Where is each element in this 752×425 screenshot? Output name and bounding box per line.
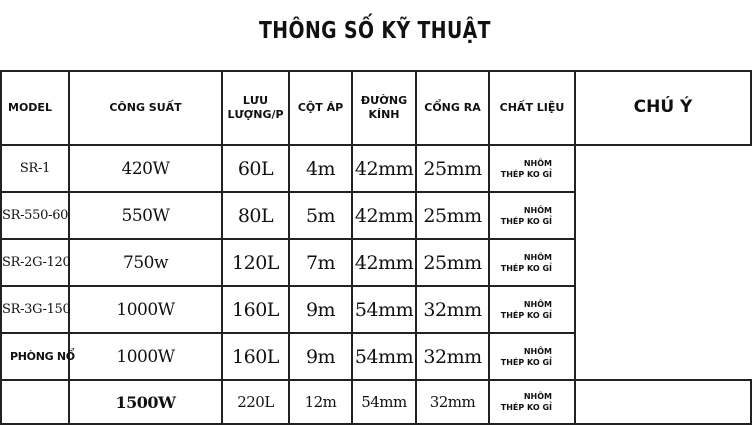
header-head: CỘT ÁP — [289, 71, 352, 145]
header-power: CÔNG SUẤT — [69, 71, 222, 145]
cell-outlet: 32mm — [416, 380, 489, 424]
cell-model: SR-2G-120 — [1, 239, 69, 286]
material-line1: NHÔM — [523, 392, 552, 401]
cell-flow: 80L — [222, 192, 289, 239]
cell-diameter: 42mm — [352, 192, 416, 239]
cell-diameter: 42mm — [352, 239, 416, 286]
cell-head: 5m — [289, 192, 352, 239]
cell-diameter: 54mm — [352, 286, 416, 333]
cell-diameter: 42mm — [352, 145, 416, 192]
cell-power: 420W — [69, 145, 222, 192]
cell-flow: 60L — [222, 145, 289, 192]
cell-material — [489, 286, 575, 333]
cell-outlet: 32mm — [416, 286, 489, 333]
cell-flow: 160L — [222, 286, 289, 333]
cell-power: 1500W — [69, 380, 222, 424]
cell-material — [489, 333, 575, 380]
cell-model: SR-550-60 — [1, 192, 69, 239]
table-row — [1, 333, 751, 380]
cell-flow: 220L — [222, 380, 289, 424]
cell-head: 9m — [289, 333, 352, 380]
header-material: CHẤT LIỆU — [489, 71, 575, 145]
cell-head: 12m — [289, 380, 352, 424]
cell-power: 750w — [69, 239, 222, 286]
cell-material — [489, 145, 575, 192]
cell-diameter: 54mm — [352, 333, 416, 380]
cell-power: 550W — [69, 192, 222, 239]
material-line2: THÉP KO GỈ — [500, 357, 552, 367]
material-line1: NHÔM — [523, 205, 552, 215]
cell-model — [1, 380, 69, 424]
material-line2: THÉP KO GỈ — [500, 310, 552, 320]
material-line2: THÉP KO GỈ — [500, 403, 552, 412]
cell-outlet: 25mm — [416, 192, 489, 239]
header-model: MODEL — [1, 71, 69, 145]
material-line2: THÉP KO GỈ — [500, 216, 552, 226]
material-line1: NHÔM — [523, 346, 552, 356]
cell-material — [489, 192, 575, 239]
header-diameter-line1: ĐƯỜNG — [360, 94, 408, 107]
cell-flow: 160L — [222, 333, 289, 380]
material-line1: NHÔM — [523, 158, 552, 168]
cell-diameter: 54mm — [352, 380, 416, 424]
cell-material — [489, 239, 575, 286]
table-row — [1, 380, 751, 424]
table-row — [1, 239, 751, 286]
cell-head: 9m — [289, 286, 352, 333]
header-row — [1, 71, 751, 145]
header-diameter — [352, 71, 416, 145]
cell-model: SR-1 — [1, 145, 69, 192]
spec-table — [0, 70, 752, 425]
material-line2: THÉP KO GỈ — [500, 263, 552, 273]
cell-outlet: 25mm — [416, 239, 489, 286]
cell-outlet: 25mm — [416, 145, 489, 192]
table-row — [1, 145, 751, 192]
header-flow — [222, 71, 289, 145]
header-diameter-line2: KÍNH — [368, 108, 400, 121]
material-line1: NHÔM — [523, 299, 552, 309]
cell-model: PHÒNG NỔ — [1, 333, 69, 380]
header-outlet: CỔNG RA — [416, 71, 489, 145]
material-line1: NHÔM — [523, 252, 552, 262]
material-line2: THÉP KO GỈ — [500, 169, 552, 179]
table-row — [1, 286, 751, 333]
cell-material — [489, 380, 575, 424]
cell-power: 1000W — [69, 333, 222, 380]
table-row — [1, 192, 751, 239]
header-flow-line2: LƯỢNG/P — [227, 108, 284, 121]
cell-note — [575, 380, 751, 424]
header-note: CHÚ Ý — [575, 71, 751, 145]
cell-model: SR-3G-150 — [1, 286, 69, 333]
cell-head: 4m — [289, 145, 352, 192]
cell-outlet: 32mm — [416, 333, 489, 380]
cell-power: 1000W — [69, 286, 222, 333]
cell-head: 7m — [289, 239, 352, 286]
cell-flow: 120L — [222, 239, 289, 286]
header-flow-line1: LƯU — [242, 94, 269, 107]
page-title: THÔNG SỐ KỸ THUẬT — [259, 18, 491, 44]
